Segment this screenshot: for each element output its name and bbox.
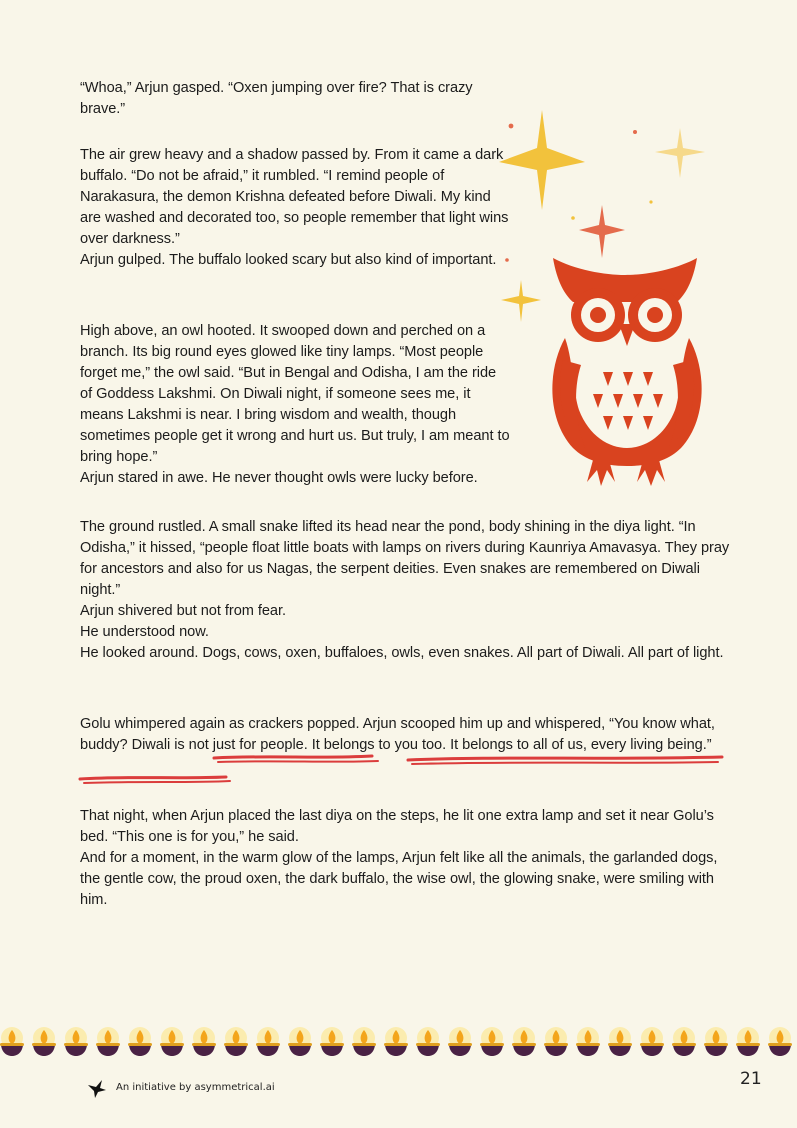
diya-lamp-row — [0, 1022, 797, 1062]
diya-lamp-icon — [448, 1027, 472, 1056]
diya-lamp-icon — [608, 1027, 632, 1056]
diya-lamp-icon — [384, 1027, 408, 1056]
story-line: And for a moment, in the warm glow of the lamps, Arjun felt like all the animals, the garlanded dogs, the gentle cow, the proud oxen, the dark buffalo, the wise owl, the glowing snake, were smiling with him. — [80, 850, 718, 908]
story-line: Arjun gulped. The buffalo looked scary but also kind of important. — [80, 252, 497, 268]
diya-lamp-icon — [128, 1027, 152, 1056]
diya-lamp-icon — [480, 1027, 504, 1056]
story-line: “Whoa,” Arjun gasped. “Oxen jumping over fire? That is crazy brave.” — [80, 80, 473, 117]
sparkle-icon — [501, 280, 541, 322]
diya-lamp-icon — [768, 1027, 792, 1056]
story-line: High above, an owl hooted. It swooped down and perched on a branch. Its big round eyes glowed like tiny lamps. “Most people forget me,” the owl said. “But in Bengal and Odisha, I am the ride of Goddess Lakshmi. On Diwali night, if someone sees me, it means Lakshmi is near. I bring wisdom and wealth, though sometimes people get it wrong and hurt us. But truly, I am meant to bring hope.” — [80, 323, 510, 465]
story-line: That night, when Arjun placed the last diya on the steps, he lit one extra lamp and set it near Golu’s bed. “This one is for you,” he said. — [80, 808, 714, 845]
story-paragraph-4 — [80, 517, 730, 664]
story-line: The ground rustled. A small snake lifted its head near the pond, body shining in the diya light. “In Odisha,” it hissed, “people float little boats with lamps on rivers during Kaunriya Amavasya. They pray for ancestors and also for us Nagas, the serpent deities. Even snakes are remembered on Diwali night.” — [80, 519, 730, 598]
diya-lamp-icon — [640, 1027, 664, 1056]
diya-lamp-icon — [736, 1027, 760, 1056]
diya-lamp-icon — [64, 1027, 88, 1056]
page-number: 21 — [740, 1069, 762, 1089]
story-paragraph-2 — [80, 145, 510, 271]
diya-lamp-icon — [32, 1027, 56, 1056]
owl-icon — [552, 258, 701, 486]
diya-lamp-icon — [96, 1027, 120, 1056]
initiative-credit: An initiative by asymmetrical.ai — [116, 1082, 275, 1093]
bird-logo-icon — [86, 1077, 108, 1099]
diya-lamp-icon — [576, 1027, 600, 1056]
story-paragraph-5 — [80, 714, 730, 756]
story-paragraph-1 — [80, 78, 510, 120]
diya-lamp-icon — [416, 1027, 440, 1056]
diya-lamp-icon — [256, 1027, 280, 1056]
story-line: He understood now. — [80, 624, 209, 640]
story-line: He looked around. Dogs, cows, oxen, buffaloes, owls, even snakes. All part of Diwali. All part of light. — [80, 645, 724, 661]
diya-lamp-icon — [352, 1027, 376, 1056]
owl-illustration — [485, 110, 725, 495]
diya-lamp-icon — [192, 1027, 216, 1056]
diya-lamp-icon — [320, 1027, 344, 1056]
story-paragraph-3 — [80, 321, 510, 489]
diya-lamp-icon — [224, 1027, 248, 1056]
story-line: Arjun shivered but not from fear. — [80, 603, 287, 619]
sparkle-icon — [579, 205, 625, 258]
sparkle-icon — [655, 128, 705, 178]
story-line: The air grew heavy and a shadow passed by. From it came a dark buffalo. “Do not be afraid,” it rumbled. “I remind people of Narakasura, the demon Krishna defeated before Diwali. My kind are washed and decorated too, so people remember that light wins over darkness.” — [80, 147, 509, 247]
diya-lamp-icon — [160, 1027, 184, 1056]
diya-lamp-icon — [704, 1027, 728, 1056]
story-line: Arjun stared in awe. He never thought owls were lucky before. — [80, 470, 478, 486]
diya-lamp-icon — [288, 1027, 312, 1056]
story-line: Golu whimpered again as crackers popped. Arjun scooped him up and whispered, “You know what, buddy? Diwali is not just for people. It belongs to you too. It belongs to all of us, every living being.” — [80, 716, 715, 753]
diya-lamp-icon — [512, 1027, 536, 1056]
diya-lamp-icon — [544, 1027, 568, 1056]
diya-lamp-icon — [672, 1027, 696, 1056]
story-paragraph-6 — [80, 806, 730, 911]
diya-lamp-icon — [0, 1027, 24, 1056]
